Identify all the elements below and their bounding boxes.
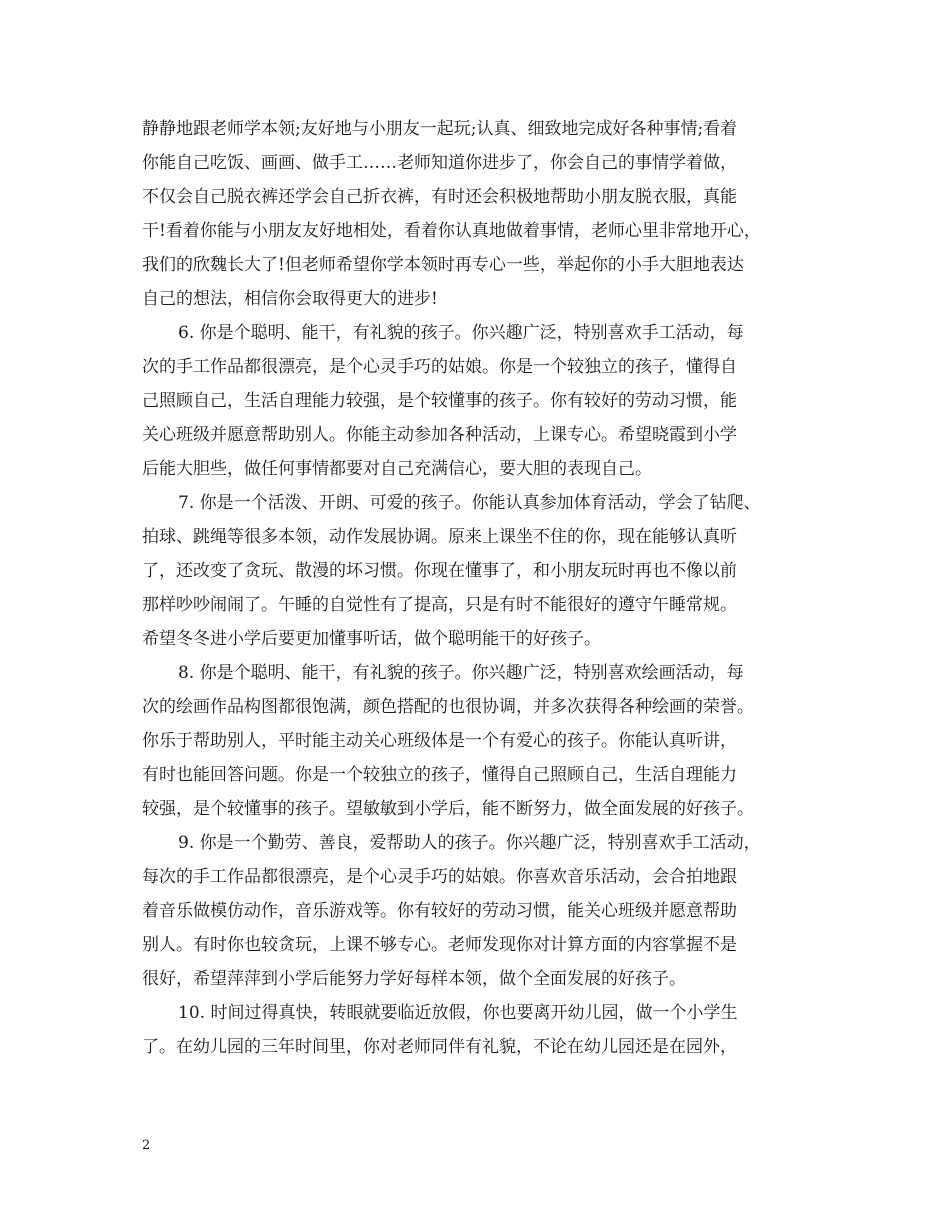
text-line: 自己的想法，相信你会取得更大的进步! [142,289,438,309]
text-line: 7. 你是一个活泼、开朗、可爱的孩子。你能认真参加体育活动，学会了钻爬、 [178,493,761,513]
text-line: 拍球、跳绳等很多本领，动作发展协调。原来上课坐不住的你，现在能够认真听 [142,527,737,547]
text-line: 静静地跟老师学本领;友好地与小朋友一起玩;认真、细致地完成好各种事情;看着 [142,119,738,139]
text-line: 次的手工作品都很漂亮，是个心灵手巧的姑娘。你是一个较独立的孩子，懂得自 [142,357,737,377]
text-line: 次的绘画作品构图都很饱满，颜色搭配的也很协调，并多次获得各种绘画的荣誉。 [142,697,754,717]
text-line: 了，还改变了贪玩、散漫的坏习惯。你现在懂事了，和小朋友玩时再也不像以前 [142,561,737,581]
text-line: 别人。有时你也较贪玩，上课不够专心。老师发现你对计算方面的内容掌握不是 [142,935,737,955]
text-line: 了。在幼儿园的三年时间里，你对老师同伴有礼貌，不论在幼儿园还是在园外， [142,1037,737,1057]
text-line: 那样吵吵闹闹了。午睡的自觉性有了提高，只是有时不能很好的遵守午睡常规。 [142,595,737,615]
text-line: 每次的手工作品都很漂亮，是个心灵手巧的姑娘。你喜欢音乐活动，会合拍地跟 [142,867,737,887]
text-line: 干!看着你能与小朋友友好地相处，看着你认真地做着事情，老师心里非常地开心， [142,221,761,241]
text-line: 希望冬冬进小学后要更加懂事听话，做个聪明能干的好孩子。 [142,629,601,649]
text-line: 你能自己吃饭、画画、做手工……老师知道你进步了，你会自己的事情学着做， [142,153,737,173]
text-line: 关心班级并愿意帮助别人。你能主动参加各种活动，上课专心。希望晓霞到小学 [142,425,737,445]
text-line: 很好，希望萍萍到小学后能努力学好每样本领，做个全面发展的好孩子。 [142,969,686,989]
text-line: 8. 你是个聪明、能干，有礼貌的孩子。你兴趣广泛，特别喜欢绘画活动，每 [178,663,744,683]
text-line: 着音乐做模仿动作，音乐游戏等。你有较好的劳动习惯，能关心班级并愿意帮助 [142,901,737,921]
document-body [142,112,812,1064]
text-line: 10. 时间过得真快，转眼就要临近放假，你也要离开幼儿园，做一个小学生 [178,1003,738,1023]
text-line: 9. 你是一个勤劳、善良，爱帮助人的孩子。你兴趣广泛，特别喜欢手工活动， [178,833,761,853]
text-line: 你乐于帮助别人，平时能主动关心班级体是一个有爱心的孩子。你能认真听讲， [142,731,737,751]
page-number: 2 [142,1138,151,1153]
text-line: 6. 你是个聪明、能干，有礼貌的孩子。你兴趣广泛，特别喜欢手工活动，每 [178,323,744,343]
text-line: 己照顾自己，生活自理能力较强，是个较懂事的孩子。你有较好的劳动习惯，能 [142,391,737,411]
text-line: 不仅会自己脱衣裤还学会自己折衣裤，有时还会积极地帮助小朋友脱衣服，真能 [142,187,737,207]
text-line: 有时也能回答问题。你是一个较独立的孩子，懂得自己照顾自己，生活自理能力 [142,765,737,785]
text-line: 较强，是个较懂事的孩子。望敏敏到小学后，能不断努力，做全面发展的好孩子。 [142,799,754,819]
text-line: 我们的欣魏长大了!但老师希望你学本领时再专心一些，举起你的小手大胆地表达 [142,255,744,275]
text-line: 后能大胆些，做任何事情都要对自己充满信心，要大胆的表现自己。 [142,459,652,479]
